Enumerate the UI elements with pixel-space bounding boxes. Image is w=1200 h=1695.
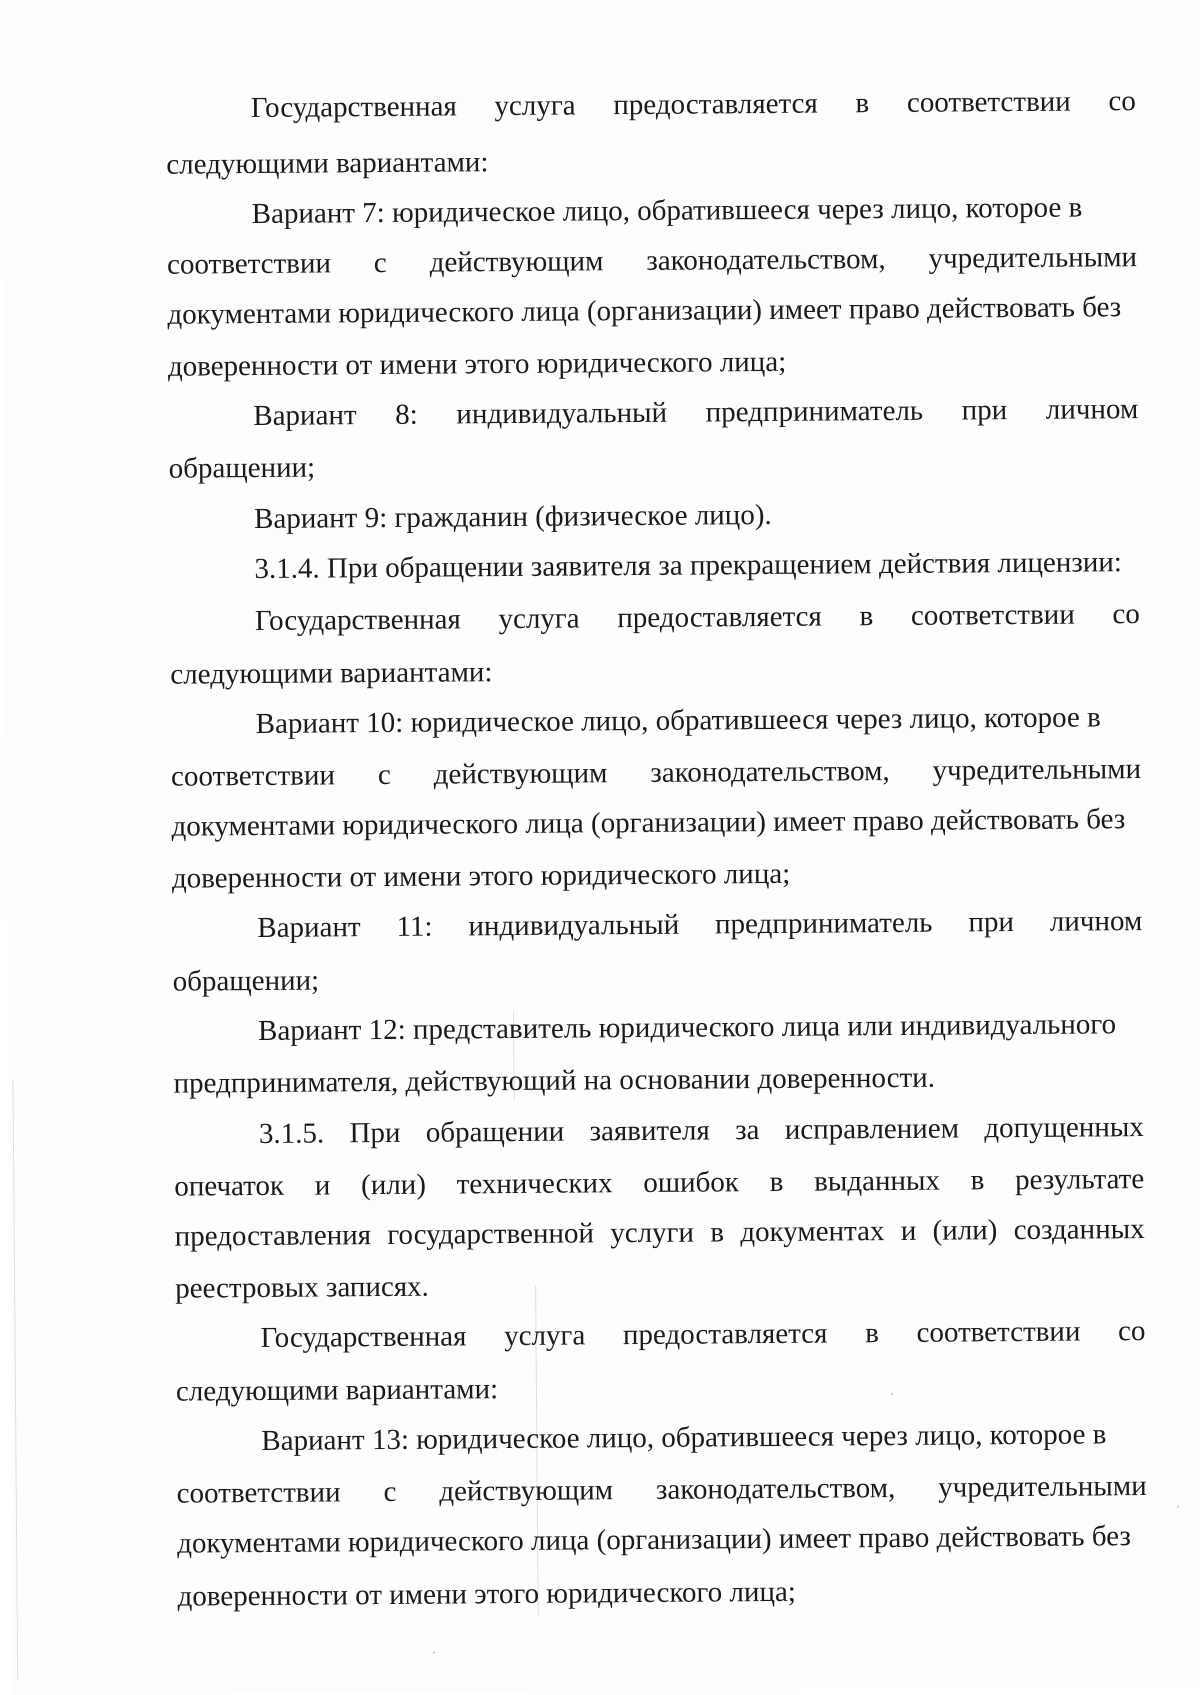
word: заявителя bbox=[589, 1114, 710, 1148]
word: Государственная bbox=[250, 90, 457, 125]
text-line: обращении; bbox=[172, 964, 320, 998]
word: в bbox=[855, 87, 870, 120]
word: соответствии bbox=[170, 759, 336, 793]
word: действующим bbox=[429, 245, 604, 279]
word: 3.1.5. bbox=[258, 1117, 325, 1151]
scan-artifact bbox=[433, 1652, 435, 1654]
text-line bbox=[175, 1211, 1145, 1255]
word: предоставления bbox=[174, 1219, 372, 1253]
text-line bbox=[167, 239, 1137, 283]
text-line: Вариант 7: юридическое лицо, обратившееся через лицо, которое в bbox=[251, 191, 1083, 231]
word: 8: bbox=[395, 398, 418, 431]
word: исправлением bbox=[784, 1112, 960, 1146]
word: предприниматель bbox=[705, 394, 924, 429]
text-line bbox=[251, 83, 1136, 126]
text-line: Вариант 10: юридическое лицо, обратившееся через лицо, которое в bbox=[255, 701, 1101, 741]
word: Вариант bbox=[257, 911, 361, 945]
word: (или) bbox=[360, 1168, 427, 1202]
text-line: предпринимателя, действующий на основании доверенности. bbox=[173, 1061, 936, 1100]
text-line: доверенности от имени этого юридического лица; bbox=[177, 1575, 796, 1613]
word: созданных bbox=[1013, 1213, 1145, 1247]
word: и bbox=[314, 1169, 331, 1202]
word: с bbox=[383, 1475, 397, 1509]
text-line bbox=[253, 391, 1138, 434]
word: предоставляется bbox=[617, 600, 822, 635]
word: предприниматель bbox=[714, 906, 933, 941]
text-line: доверенности от имени этого юридического лица; bbox=[171, 857, 791, 895]
word: личном bbox=[1049, 905, 1143, 938]
scan-artifact bbox=[12, 1080, 18, 1680]
word: услуга bbox=[504, 1319, 586, 1353]
text-line: Вариант 9: гражданин (физическое лицо). bbox=[253, 498, 772, 536]
word: со bbox=[1108, 85, 1136, 118]
word: результате bbox=[1014, 1163, 1145, 1197]
text-line: реестровых записях. bbox=[175, 1270, 429, 1305]
text-line: доверенности от имени этого юридического лица; bbox=[167, 345, 787, 383]
word: соответствии bbox=[916, 1315, 1081, 1349]
word: опечаток bbox=[174, 1169, 285, 1203]
word: со bbox=[1117, 1315, 1146, 1348]
word: личном bbox=[1045, 393, 1139, 426]
word: в bbox=[710, 1216, 725, 1249]
word: технических bbox=[456, 1167, 613, 1201]
word: в bbox=[865, 1317, 879, 1350]
word: соответствии bbox=[176, 1476, 341, 1510]
word: законодательством, bbox=[655, 1472, 896, 1506]
text-line: Вариант 12: представитель юридического лица или индивидуального bbox=[257, 1008, 1117, 1048]
word: при bbox=[961, 394, 1008, 427]
word: при bbox=[968, 906, 1015, 939]
word: индивидуальный bbox=[456, 396, 668, 431]
text-line: документами юридического лица (организации) имеет право действовать без bbox=[177, 1520, 1131, 1560]
scan-artifact bbox=[1177, 1506, 1179, 1508]
word: законодательством, bbox=[646, 243, 886, 277]
word: Государственная bbox=[254, 603, 461, 638]
text-line bbox=[174, 1161, 1144, 1205]
word: 11: bbox=[396, 910, 433, 943]
word: учредительными bbox=[928, 241, 1138, 275]
text-line: следующими вариантами: bbox=[175, 1373, 499, 1408]
text-line bbox=[257, 903, 1142, 946]
word: законодательством, bbox=[650, 755, 890, 789]
word: ошибок bbox=[643, 1166, 740, 1199]
text-line bbox=[260, 1313, 1145, 1356]
word: услуга bbox=[498, 602, 580, 636]
word: соответствии bbox=[906, 85, 1071, 119]
word: услуги bbox=[610, 1216, 695, 1250]
word: и bbox=[900, 1214, 917, 1247]
text-line: следующими вариантами: bbox=[170, 656, 493, 691]
word: предоставляется bbox=[613, 87, 818, 122]
text-line: следующими вариантами: bbox=[166, 146, 489, 181]
word: (или) bbox=[932, 1214, 998, 1247]
text-line: документами юридического лица (организации) имеет право действовать без bbox=[167, 291, 1122, 331]
word: допущенных bbox=[984, 1111, 1144, 1145]
word: действующим bbox=[433, 757, 608, 791]
text-line: документами юридического лица (организации) имеет право действовать без bbox=[171, 803, 1126, 843]
word: индивидуальный bbox=[468, 908, 680, 943]
text-line: обращении; bbox=[168, 451, 316, 485]
word: Государственная bbox=[260, 1320, 467, 1354]
word: учредительными bbox=[932, 753, 1142, 787]
word: предоставляется bbox=[622, 1317, 828, 1352]
word: за bbox=[734, 1114, 760, 1147]
word: соответствии bbox=[910, 598, 1075, 632]
text-line: 3.1.4. При обращении заявителя за прекращением действия лицензии: bbox=[254, 546, 1123, 586]
word: обращении bbox=[425, 1115, 565, 1149]
text-line bbox=[171, 751, 1141, 795]
word: При bbox=[349, 1116, 401, 1150]
scan-artifact bbox=[891, 1393, 893, 1395]
word: с bbox=[373, 246, 387, 280]
word: выданных bbox=[813, 1164, 941, 1198]
word: с bbox=[377, 758, 391, 792]
word: соответствии bbox=[166, 247, 332, 281]
word: в bbox=[769, 1165, 784, 1198]
text-line bbox=[255, 596, 1140, 639]
word: государственной bbox=[387, 1217, 595, 1251]
word: документах bbox=[740, 1215, 885, 1249]
word: действующим bbox=[439, 1474, 614, 1508]
word: услуга bbox=[494, 89, 576, 123]
word: со bbox=[1112, 598, 1140, 631]
text-line bbox=[177, 1468, 1147, 1512]
text-line: Вариант 13: юридическое лицо, обратившееся через лицо, которое в bbox=[261, 1418, 1107, 1457]
text-line bbox=[259, 1109, 1144, 1152]
word: в bbox=[859, 600, 874, 633]
word: в bbox=[970, 1164, 985, 1197]
word: Вариант bbox=[253, 399, 357, 433]
word: учредительными bbox=[938, 1470, 1147, 1504]
